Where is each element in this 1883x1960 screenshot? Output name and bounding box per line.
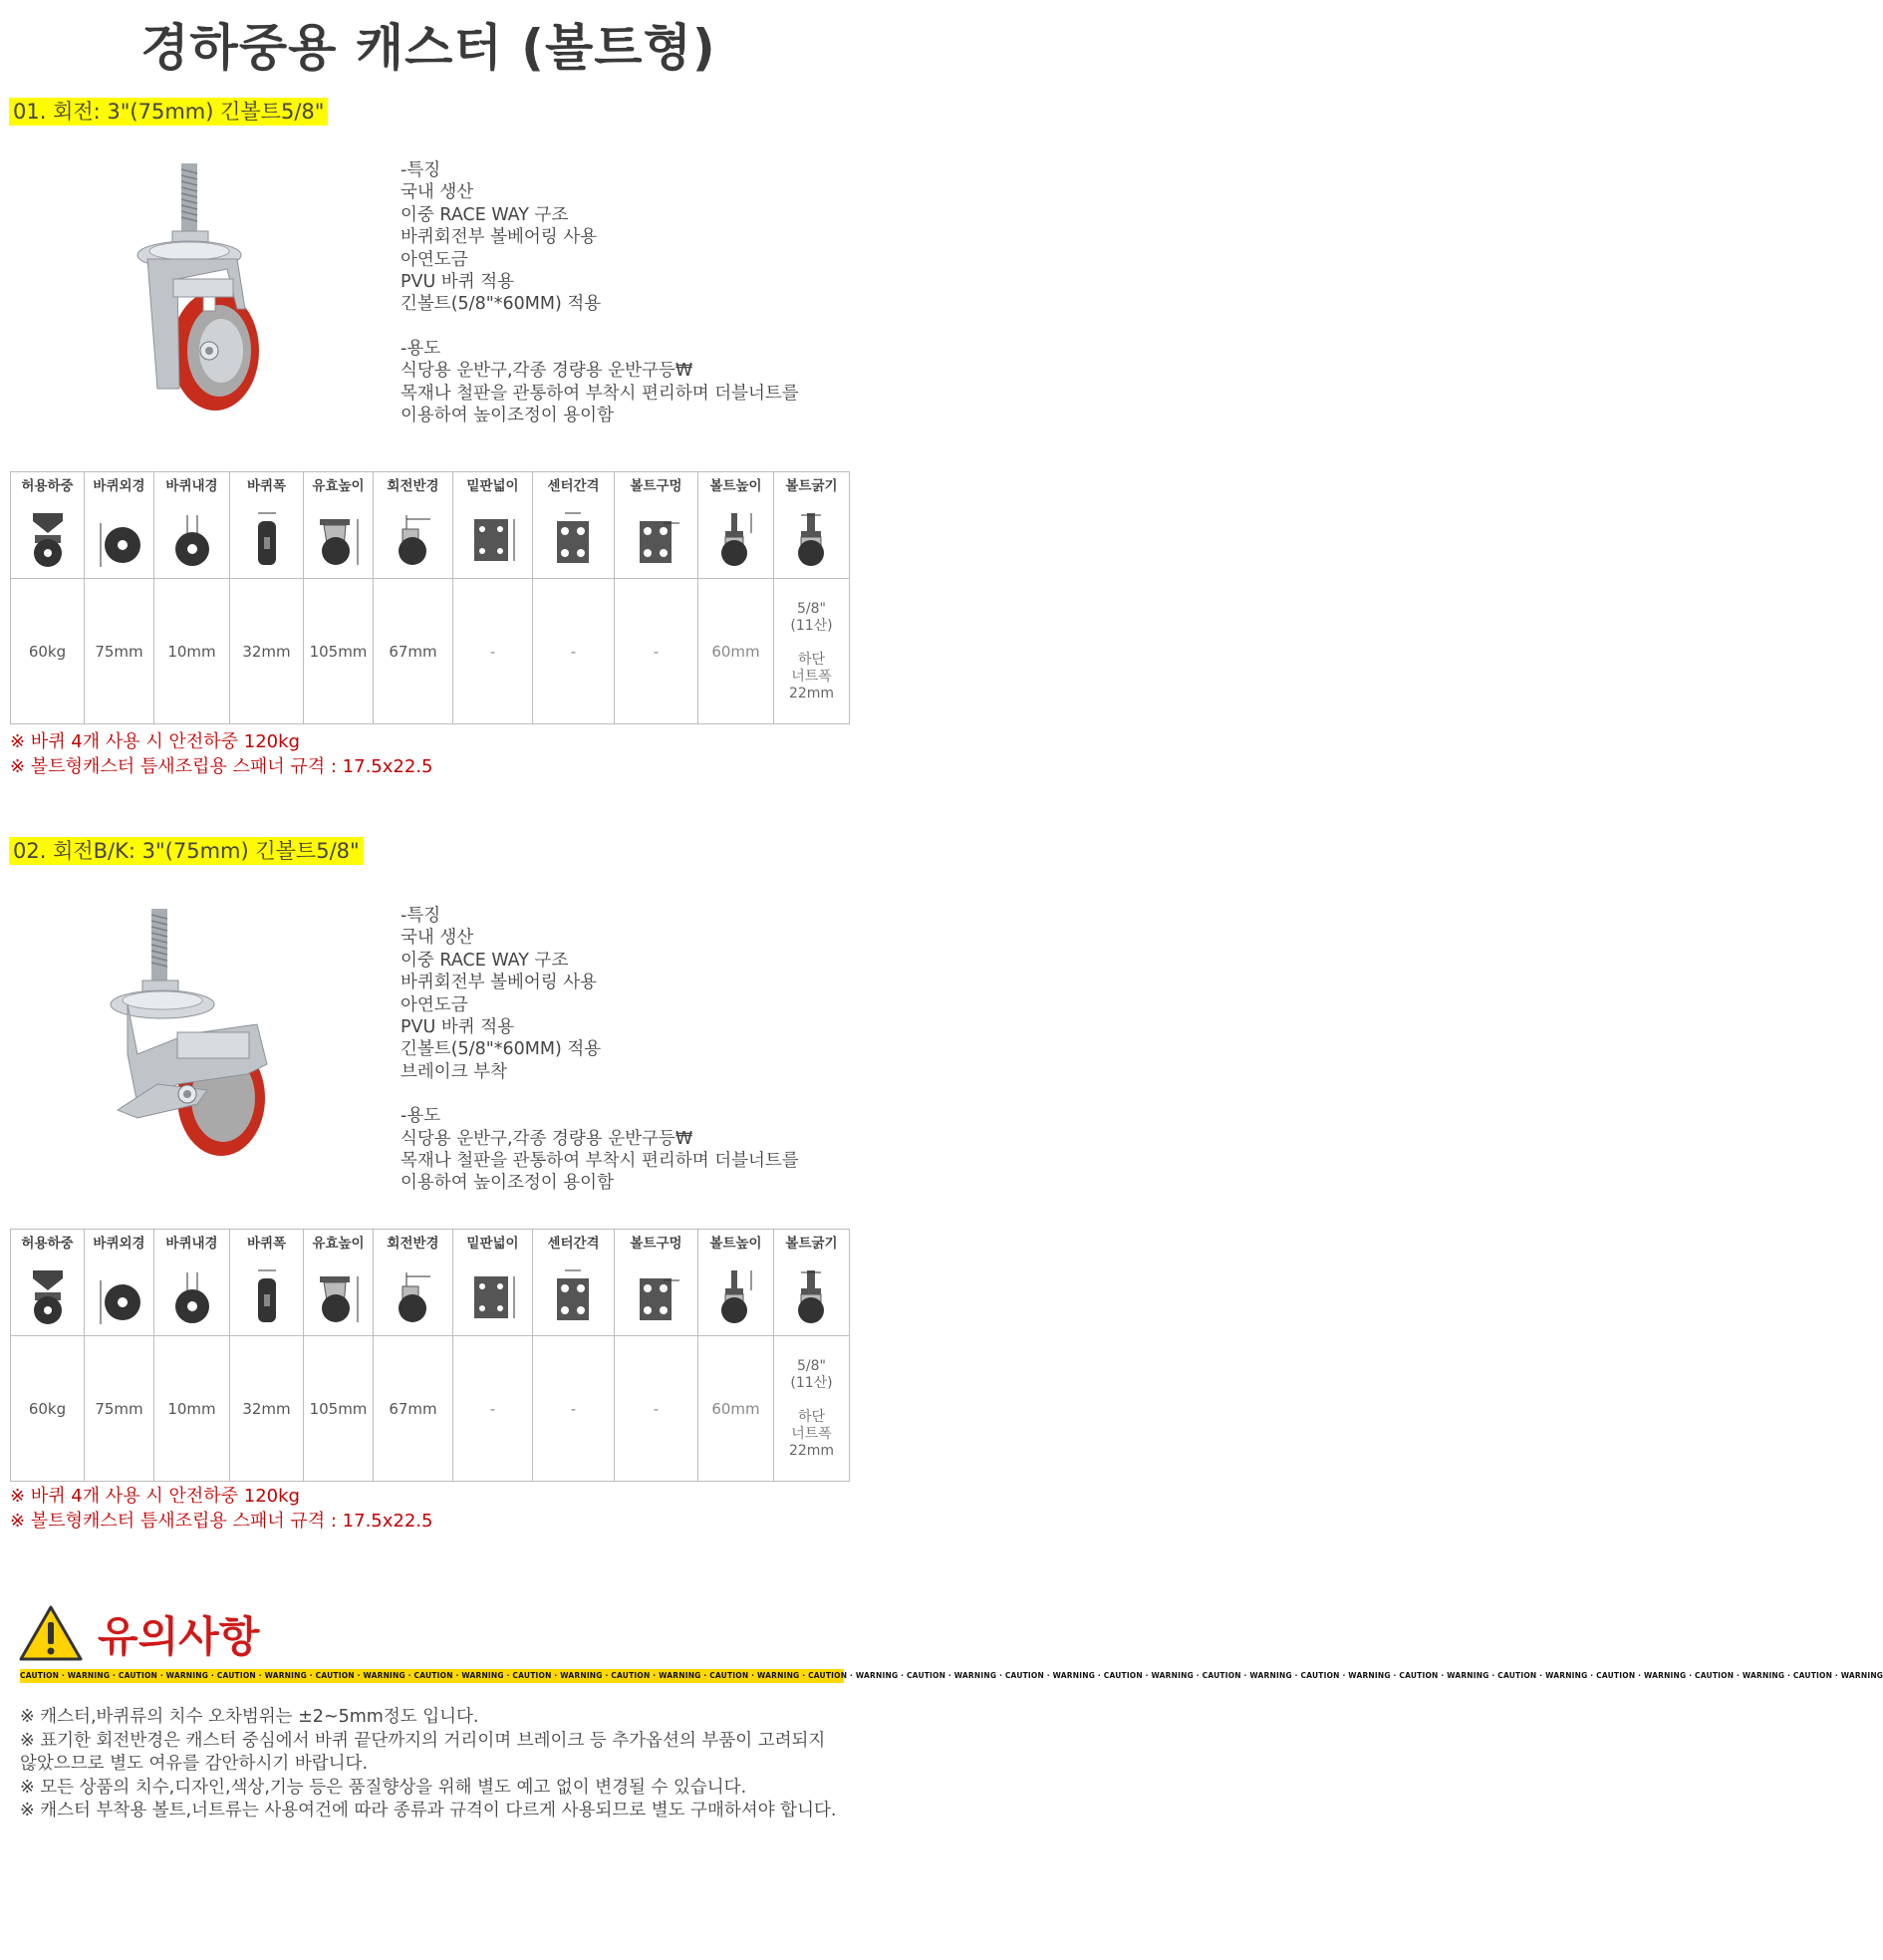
- product-heading-2: 02. 회전B/K: 3"(75mm) 긴볼트5/8": [9, 837, 364, 865]
- feature-line: 바퀴회전부 볼베어링 사용: [401, 227, 598, 248]
- spec-value: 32mm: [230, 1336, 304, 1482]
- spec-header: 센터간격: [533, 1230, 615, 1261]
- spec-value: -: [533, 579, 615, 724]
- spec-value: 60mm: [698, 1336, 774, 1482]
- spec-value: 75mm: [85, 1336, 154, 1482]
- feature-line: 식당용 운반구,각종 경량용 운반구등₩: [401, 361, 693, 382]
- spec-header: 밑판넓이: [453, 472, 533, 504]
- note-line: ※ 바퀴 4개 사용 시 안전하중 120kg: [10, 1486, 300, 1507]
- spec-header: 유효높이: [304, 472, 374, 504]
- spec-value: 32mm: [230, 579, 304, 724]
- spec-value: -: [533, 1336, 615, 1482]
- spec-header: 허용하중: [11, 472, 85, 504]
- note-line: ※ 볼트형캐스터 틈새조립용 스패너 규격 : 17.5x22.5: [10, 1511, 433, 1532]
- spec-value: 5/8" (11산) 하단 너트폭 22mm: [774, 579, 850, 724]
- feature-line: [401, 1083, 799, 1105]
- spec-table-2: [10, 1229, 850, 1482]
- swivel-radius-icon: [389, 509, 438, 569]
- caution-note: ※ 캐스터,바퀴류의 치수 오차범위는 ±2~5mm정도 입니다.: [20, 1707, 479, 1727]
- spec-header: 바퀴외경: [85, 472, 154, 504]
- spec-header: 바퀴폭: [230, 1230, 304, 1261]
- note-line: ※ 바퀴 4개 사용 시 안전하중 120kg: [10, 731, 300, 752]
- spec-header: 밑판넓이: [453, 1230, 533, 1261]
- feature-line: 아연도금: [401, 249, 468, 270]
- spec-header: 볼트구멍: [615, 1230, 698, 1261]
- spec-value: 10mm: [154, 1336, 230, 1482]
- spec-header: 바퀴폭: [230, 472, 304, 504]
- product-heading-1: 01. 회전: 3"(75mm) 긴볼트5/8": [9, 98, 328, 126]
- feature-line: PVU 바퀴 적용: [401, 1017, 515, 1038]
- spec-value: 67mm: [374, 579, 453, 724]
- plate-size-icon: [468, 1266, 518, 1326]
- feature-line: 이용하여 높이조정이 용이함: [401, 406, 614, 426]
- load-capacity-icon: [23, 509, 73, 569]
- hole-spacing-icon: [549, 509, 599, 569]
- overall-height-icon: [314, 1266, 364, 1326]
- feature-line: 긴볼트(5/8"*60MM) 적용: [401, 294, 602, 315]
- caution-tape: CAUTION · WARNING · CAUTION · WARNING · CAUTION · WARNING · CAUTION · WARNING · CAUTION · WARNING · CAUTION · WARNING · CAUTION · WARNING · CAUTION · WARNING · CAUTION · WARNING · CAUTION · WARNING · CAUTION · WARNING · CAUTION · WARNING · CAUTION · WARNING · CAUTION · WARNING · CAUTION · WARNING · CAUTION · WARNING · CAUTION · WARNING · CAUTION · WARNING · CAUTION · WARNING: [20, 1669, 844, 1683]
- spec-value: -: [453, 1336, 533, 1482]
- spec-value: -: [453, 579, 533, 724]
- caution-notes: [20, 1706, 847, 1823]
- feature-line: 바퀴회전부 볼베어링 사용: [401, 973, 598, 993]
- spec-value: 75mm: [85, 579, 154, 724]
- spec-header: 볼트높이: [698, 1230, 774, 1261]
- spec-value: 60kg: [11, 1336, 85, 1482]
- spec-value: 5/8" (11산) 하단 너트폭 22mm: [774, 1336, 850, 1482]
- bolt-hole-icon: [632, 1266, 681, 1326]
- caution-note: ※ 모든 상품의 치수,디자인,색상,기능 등은 품질향상을 위해 별도 예고 없이 변경될 수 있습니다.: [20, 1777, 747, 1798]
- spec-value: 67mm: [374, 1336, 453, 1482]
- plate-size-icon: [468, 509, 518, 569]
- spec-value: -: [615, 1336, 698, 1482]
- feature-line: 국내 생산: [401, 182, 474, 203]
- feature-line: -용도: [401, 338, 441, 359]
- load-capacity-icon: [23, 1266, 73, 1326]
- spec-header: 볼트굵기: [774, 472, 850, 504]
- spec-value: 60mm: [698, 579, 774, 724]
- spec-header: 볼트구멍: [615, 472, 698, 504]
- wheel-width-icon: [242, 509, 292, 569]
- spec-value: -: [615, 579, 698, 724]
- product-features-2: [401, 905, 799, 1195]
- feature-line: 국내 생산: [401, 928, 474, 949]
- caution-note: ※ 표기한 회전반경은 캐스터 중심에서 바퀴 끝단까지의 거리이며 브레이크 등 추가옵션의 부품이 고려되지 않았으므로 별도 여유를 감안하시기 바랍니다.: [20, 1730, 826, 1774]
- warning-triangle-icon: [18, 1604, 84, 1662]
- bolt-diameter-icon: [787, 1266, 837, 1326]
- spec-value: 60kg: [11, 579, 85, 724]
- spec-value: 105mm: [304, 1336, 374, 1482]
- bolt-length-icon: [711, 509, 761, 569]
- spec-value: 10mm: [154, 579, 230, 724]
- feature-line: 이용하여 높이조정이 용이함: [401, 1173, 614, 1194]
- feature-line: -특징: [401, 906, 441, 926]
- swivel-brake-caster-image: [118, 905, 297, 1164]
- overall-height-icon: [314, 509, 364, 569]
- spec-header: 회전반경: [374, 1230, 453, 1261]
- spec-header: 센터간격: [533, 472, 615, 504]
- spec-header: 회전반경: [374, 472, 453, 504]
- spec-header: 유효높이: [304, 1230, 374, 1261]
- spec-header: 바퀴외경: [85, 1230, 154, 1261]
- feature-line: 긴볼트(5/8"*60MM) 적용: [401, 1039, 602, 1060]
- spec-header: 볼트높이: [698, 472, 774, 504]
- feature-line: 식당용 운반구,각종 경량용 운반구등₩: [401, 1128, 693, 1149]
- caution-title: 유의사항: [98, 1612, 260, 1661]
- spec-header: 볼트굵기: [774, 1230, 850, 1261]
- spec-header: 바퀴내경: [154, 472, 230, 504]
- spec-value: 105mm: [304, 579, 374, 724]
- hole-spacing-icon: [549, 1266, 599, 1326]
- feature-line: -특징: [401, 160, 441, 180]
- feature-line: [401, 316, 799, 338]
- feature-line: 목재나 철판을 관통하여 부착시 편리하며 더블너트를: [401, 383, 799, 404]
- bore-diameter-icon: [167, 509, 217, 569]
- wheel-width-icon: [242, 1266, 292, 1326]
- spec-header: 바퀴내경: [154, 1230, 230, 1261]
- bolt-length-icon: [711, 1266, 761, 1326]
- swivel-caster-image: [118, 159, 297, 419]
- bolt-hole-icon: [632, 509, 681, 569]
- spec-table-1: [10, 471, 850, 724]
- feature-line: 아연도금: [401, 994, 468, 1015]
- feature-line: 목재나 철판을 관통하여 부착시 편리하며 더블너트를: [401, 1151, 799, 1172]
- page-title: 경하중용 캐스터 (볼트형): [140, 19, 716, 77]
- spec-header: 허용하중: [11, 1230, 85, 1261]
- note-line: ※ 볼트형캐스터 틈새조립용 스패너 규격 : 17.5x22.5: [10, 756, 433, 777]
- feature-line: -용도: [401, 1106, 441, 1127]
- feature-line: 이중 RACE WAY 구조: [401, 204, 569, 225]
- feature-line: PVU 바퀴 적용: [401, 272, 515, 293]
- caution-note: ※ 캐스터 부착용 볼트,너트류는 사용여건에 따라 종류과 규격이 다르게 사용되므로 별도 구매하셔야 합니다.: [20, 1801, 837, 1820]
- bolt-diameter-icon: [787, 509, 837, 569]
- feature-line: 브레이크 부착: [401, 1061, 507, 1082]
- bore-diameter-icon: [167, 1266, 217, 1326]
- swivel-radius-icon: [389, 1266, 438, 1326]
- wheel-diameter-icon: [95, 1266, 144, 1326]
- wheel-diameter-icon: [95, 509, 144, 569]
- product-features-1: [401, 159, 799, 426]
- feature-line: 이중 RACE WAY 구조: [401, 950, 569, 971]
